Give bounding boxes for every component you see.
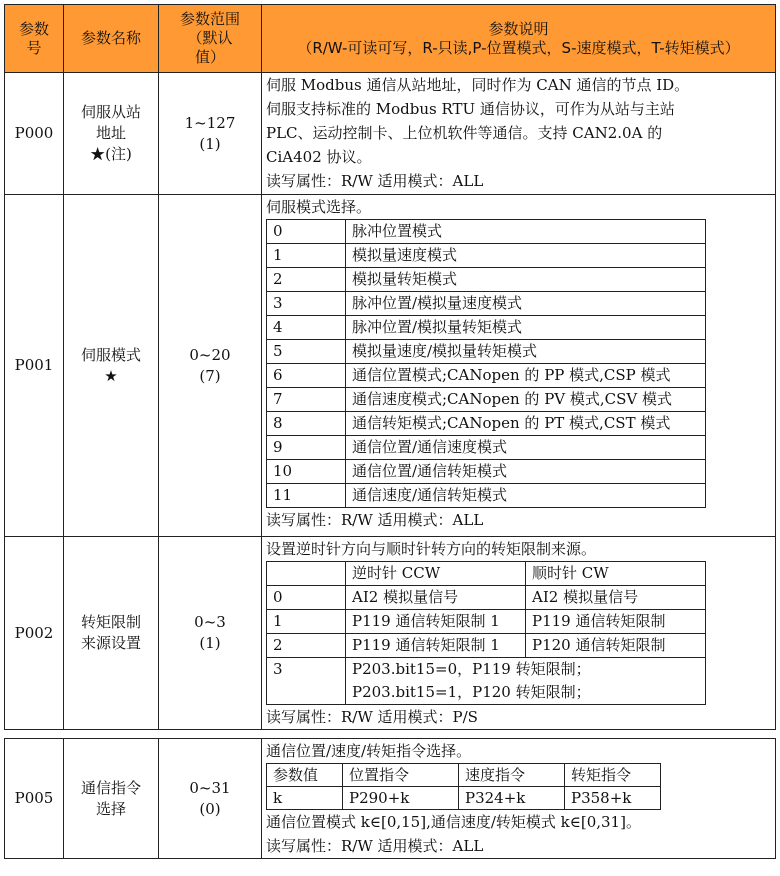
mode-label: 模拟量速度/模拟量转矩模式 [346, 340, 706, 364]
mode-value: 9 [267, 436, 346, 460]
param-name-cell [64, 537, 159, 730]
header-param-desc [262, 5, 776, 73]
mode-value: 10 [267, 460, 346, 484]
header-param-range: 参数范围（默认值） [159, 5, 262, 73]
desc-intro: 通信位置/速度/转矩指令选择。 [266, 742, 472, 760]
attr-line: 读写属性：R/W 适用模式：ALL [266, 837, 484, 855]
star-icon: ★ [104, 366, 118, 385]
mode-value: 7 [267, 388, 346, 412]
param-desc [262, 73, 776, 195]
col-cw: 顺时针 CW [526, 562, 706, 586]
desc-line: 伺服 Modbus 通信从站地址，同时作为 CAN 通信的节点 ID。 [266, 76, 690, 94]
table-row-p002 [5, 537, 776, 730]
mode-label: 通信位置/通信速度模式 [346, 436, 706, 460]
table-row [267, 436, 706, 460]
mode-value: 5 [267, 340, 346, 364]
table-row [267, 340, 706, 364]
mode-label: 脉冲位置/模拟量转矩模式 [346, 316, 706, 340]
attr-line: 读写属性：R/W 适用模式：ALL [266, 511, 484, 529]
mode-value: 3 [267, 292, 346, 316]
table-row [267, 220, 706, 244]
mode-label: 通信位置模式;CANopen 的 PP 模式,CSP 模式 [346, 364, 706, 388]
mode-label: 通信转矩模式;CANopen 的 PT 模式,CST 模式 [346, 412, 706, 436]
param-desc [262, 739, 776, 859]
col-ccw: 逆时针 CCW [346, 562, 526, 586]
header-param-no: 参数号 [5, 5, 64, 73]
param-name: 通信指令选择 [80, 778, 141, 818]
param-no: P002 [5, 537, 64, 730]
desc-intro: 伺服模式选择。 [266, 198, 372, 216]
table-row: k P290+k P324+k P358+k [267, 787, 661, 810]
mode-value: 6 [267, 364, 346, 388]
param-no: P005 [5, 739, 64, 859]
command-table [266, 763, 661, 810]
param-default: (1) [199, 634, 221, 652]
mode-label: 脉冲位置模式 [346, 220, 706, 244]
param-range-cell [159, 195, 262, 537]
table-row-p005 [5, 739, 776, 859]
table-row-p000 [5, 73, 776, 195]
mode-label: 通信速度模式;CANopen 的 PV 模式,CSV 模式 [346, 388, 706, 412]
desc-line: PLC、运动控制卡、上位机软件等通信。支持 CAN2.0A 的 [266, 124, 663, 142]
attr-line: 读写属性：R/W 适用模式：P/S [266, 708, 478, 726]
param-name: 转矩限制来源设置 [80, 613, 141, 652]
mode-value: 2 [267, 268, 346, 292]
param-name: 伺服模式 [80, 345, 141, 364]
parameter-table [4, 4, 776, 730]
param-default: (1) [199, 134, 221, 153]
mode-value: 0 [267, 220, 346, 244]
param-range: 0~31 [189, 778, 231, 797]
param-no: P000 [5, 73, 64, 195]
table-row: 3 P203.bit15=0，P119 转矩限制； P203.bit15=1，P120 转矩限制； [267, 658, 706, 705]
table-row [267, 388, 706, 412]
mode-table [266, 219, 706, 508]
param-range-cell [159, 739, 262, 859]
attr-line: 读写属性：R/W 适用模式：ALL [266, 172, 484, 190]
table-row [267, 412, 706, 436]
table-row-p001 [5, 195, 776, 537]
mode-label: 通信速度/通信转矩模式 [346, 484, 706, 508]
param-range: 1~127 [184, 113, 236, 132]
desc-line: 伺服支持标准的 Modbus RTU 通信协议，可作为从站与主站 [266, 100, 675, 118]
mode-value: 8 [267, 412, 346, 436]
param-no: P001 [5, 195, 64, 537]
param-default: (7) [199, 366, 221, 385]
table-header-row [5, 5, 776, 73]
mode-label: 模拟量转矩模式 [346, 268, 706, 292]
parameter-document [4, 4, 776, 859]
mode-label: 通信位置/通信转矩模式 [346, 460, 706, 484]
param-name-cell [64, 195, 159, 537]
table-row [267, 484, 706, 508]
param-desc [262, 537, 776, 730]
torque-source-head [267, 562, 706, 586]
mode-value: 1 [267, 244, 346, 268]
table-row [267, 244, 706, 268]
param-range-cell [159, 73, 262, 195]
table-row: 0 AI2 模拟量信号 AI2 模拟量信号 [267, 586, 706, 610]
table-row [267, 292, 706, 316]
param-name-cell [64, 73, 159, 195]
table-row: 1 P119 通信转矩限制 1 P119 通信转矩限制 [267, 610, 706, 634]
header-param-name: 参数名称 [64, 5, 159, 73]
mode-label: 脉冲位置/模拟量速度模式 [346, 292, 706, 316]
header-desc-title: 参数说明 [488, 19, 549, 38]
param-desc [262, 195, 776, 537]
desc-line: CiA402 协议。 [266, 148, 372, 166]
desc-note: 通信位置模式 k∈[0,15],通信速度/转矩模式 k∈[0,31]。 [266, 813, 641, 831]
command-head: 参数值 位置指令 速度指令 转矩指令 [267, 764, 661, 787]
table-row [267, 364, 706, 388]
table-row [267, 316, 706, 340]
torque-source-table [266, 561, 706, 705]
param-name-note: ★(注) [90, 145, 132, 163]
param-default: (0) [199, 799, 221, 818]
desc-intro: 设置逆时针方向与顺时针转方向的转矩限制来源。 [266, 540, 597, 558]
param-range: 0~3 [194, 613, 226, 631]
param-name-cell [64, 739, 159, 859]
table-row [267, 460, 706, 484]
parameter-table-p005 [4, 738, 776, 859]
table-row [267, 268, 706, 292]
mode-value: 11 [267, 484, 346, 508]
header-desc-subtitle: （R/W-可读可写，R-只读,P-位置模式，S-速度模式，T-转矩模式） [297, 38, 740, 57]
mode-value: 4 [267, 316, 346, 340]
param-name: 伺服从站地址 [80, 103, 141, 142]
mode-label: 模拟量速度模式 [346, 244, 706, 268]
param-range: 0~20 [189, 345, 231, 364]
param-range-cell [159, 537, 262, 730]
table-row: 2 P119 通信转矩限制 1 P120 通信转矩限制 [267, 634, 706, 658]
